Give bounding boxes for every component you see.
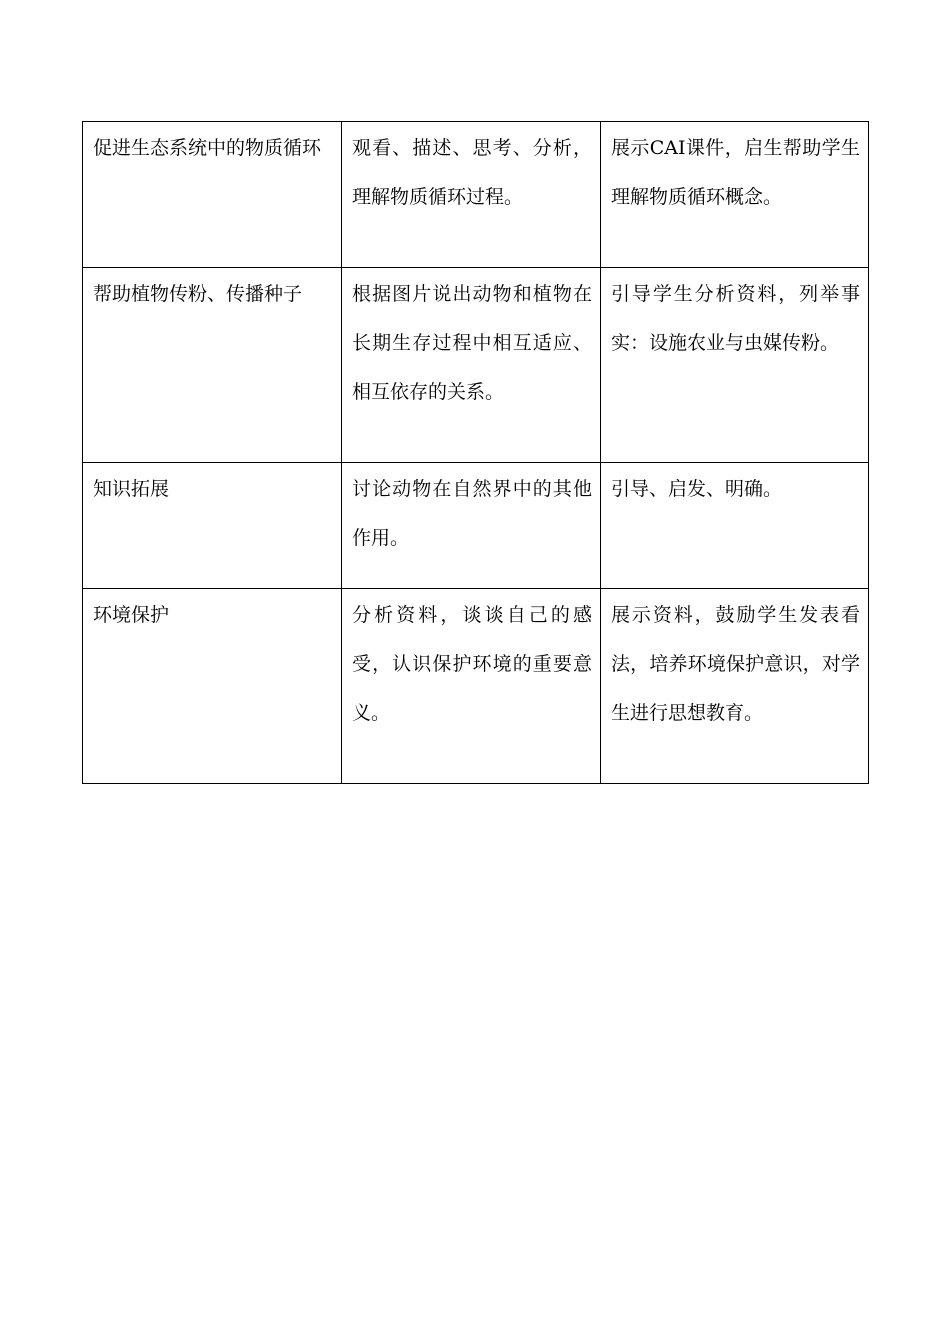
student-activity-cell: 分析资料，谈谈自己的感受，认识保护环境的重要意义。 [342,589,601,784]
lesson-plan-table [82,121,869,784]
table-row [83,122,869,268]
teacher-activity-cell: 展示资料，鼓励学生发表看法，培养环境保护意识，对学生进行思想教育。 [601,589,869,784]
topic-cell: 帮助植物传粉、传播种子 [83,268,342,463]
teacher-activity-cell: 引导、启发、明确。 [601,463,869,589]
teacher-activity-cell: 引导学生分析资料，列举事实：设施农业与虫媒传粉。 [601,268,869,463]
student-activity-cell: 根据图片说出动物和植物在长期生存过程中相互适应、相互依存的关系。 [342,268,601,463]
topic-cell: 环境保护 [83,589,342,784]
table-row [83,268,869,463]
table-row [83,589,869,784]
topic-cell: 知识拓展 [83,463,342,589]
table-row [83,463,869,589]
student-activity-cell: 讨论动物在自然界中的其他作用。 [342,463,601,589]
topic-cell: 促进生态系统中的物质循环 [83,122,342,268]
student-activity-cell: 观看、描述、思考、分析，理解物质循环过程。 [342,122,601,268]
teacher-activity-cell: 展示CAI课件，启生帮助学生理解物质循环概念。 [601,122,869,268]
